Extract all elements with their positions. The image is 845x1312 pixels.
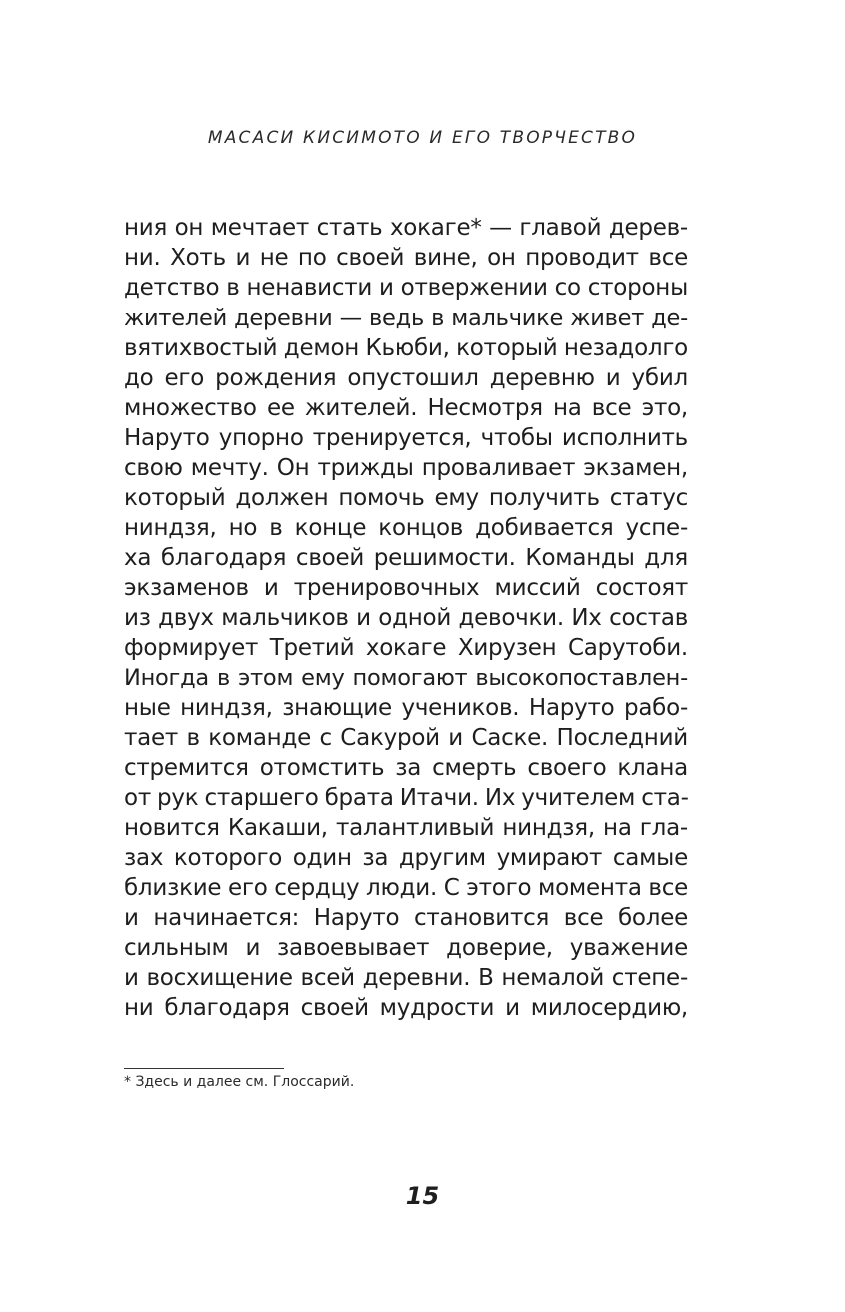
text-line: зах которого один за другим умирают самые [124,845,688,871]
footnote: * Здесь и далее см. Глоссарий. [124,1074,355,1090]
text-line: сильным и завоевывает доверие, уважение [124,935,688,961]
text-line: ния он мечтает стать хокаге* — главой дерев- [124,215,688,241]
body-text [124,213,688,1023]
text-line: ни. Хоть и не по своей вине, он проводит все [124,245,688,271]
text-line: который должен помочь ему получить статус [124,485,688,511]
text-line: и восхищение всей деревни. В немалой степе- [124,965,688,991]
text-line: детство в ненависти и отвержении со стороны [124,275,688,301]
text-line: формирует Третий хокаге Хирузен Сарутоби. [124,635,688,661]
text-line: свою мечту. Он трижды проваливает экзамен, [124,455,688,481]
page-number: 15 [405,1182,440,1210]
running-header: МАСАСИ КИСИМОТО И ЕГО ТВОРЧЕСТВО [207,128,638,148]
text-line: из двух мальчиков и одной девочки. Их состав [124,605,688,631]
text-line: до его рождения опустошил деревню и убил [124,365,688,391]
text-line: тает в команде с Сакурой и Саске. Последний [124,725,688,751]
footnote-divider [124,1068,284,1069]
text-line: от рук старшего брата Итачи. Их учителем ста- [124,785,689,811]
text-line: экзаменов и тренировочных миссий состоят [124,575,688,601]
text-line: ниндзя, но в конце концов добивается успе- [124,515,688,541]
text-line: вятихвостый демон Кьюби, который незадолго [124,335,688,361]
text-line: Иногда в этом ему помогают высокопоставлен- [124,665,688,691]
text-line: стремится отомстить за смерть своего клана [124,755,688,781]
text-line: ные ниндзя, знающие учеников. Наруто рабо- [124,695,688,721]
text-line: жителей деревни — ведь в мальчике живет де- [124,305,688,331]
text-line: множество ее жителей. Несмотря на все это, [124,395,688,421]
text-line: Наруто упорно тренируется, чтобы исполнить [124,425,688,451]
text-line: и начинается: Наруто становится все более [124,905,688,931]
text-line: новится Какаши, талантливый ниндзя, на гла- [124,815,688,841]
text-line: ни благодаря своей мудрости и милосердию, [124,995,688,1021]
text-line: ха благодаря своей решимости. Команды для [124,545,688,571]
text-line: близкие его сердцу люди. С этого момента все [124,875,688,901]
